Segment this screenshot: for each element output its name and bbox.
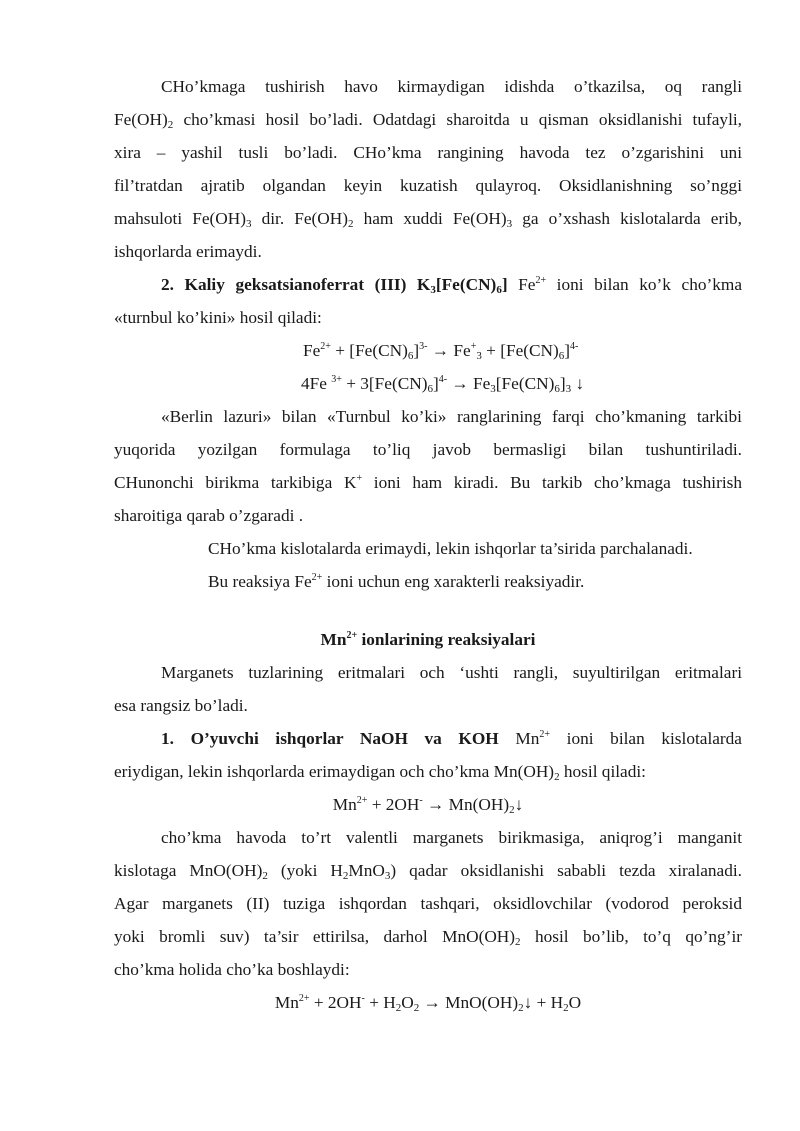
paragraph-line: eriydigan, lekin ishqorlarda erimaydigan och cho’kma $Mn(OH)_2$ hosil qiladi: bbox=[114, 762, 646, 783]
equation-3: $Mn^{2+} + 2OH^-$ → $Mn(OH)_2↓$ bbox=[332, 795, 524, 816]
paragraph-line: xira – yashil tusli bo’ladi. CHo’kma rangining havoda tez o’zgarishini uni bbox=[114, 143, 742, 162]
equation-4: $Mn^{2+} + 2OH^- + H_2O_2$ → $MnO(OH)_2↓ + H_2O$ bbox=[274, 993, 582, 1014]
paragraph-line: 1. O’yuvchi ishqorlar NaOH va KOH $Mn^{2+}$ ioni bilan kislotalarda bbox=[161, 729, 742, 748]
paragraph-line: cho’kma holida cho’ka boshlaydi: bbox=[114, 960, 350, 979]
paragraph-line: fil’tratdan ajratib olgandan keyin kuzatish qulayroq. Oksidlanishning so’nggi bbox=[114, 176, 742, 195]
equation-1: $Fe^{2+} + [Fe(CN)_6]^{3-} \to Fe^+_3 + [Fe(CN)_6]^{4-}$ bbox=[303, 341, 579, 362]
paragraph-line: cho’kma havoda to’rt valentli marganets birikmasiga, aniqrog’i manganit bbox=[161, 828, 742, 847]
paragraph-line: 2. Kaliy geksatsianoferrat (III) $K_3[Fe(CN)_6]$ $Fe^{2+}$ ioni bilan ko’k cho’kma bbox=[161, 275, 742, 296]
paragraph-line: Agar marganets (II) tuziga ishqordan tashqari, oksidlovchilar (vodorod peroksid bbox=[114, 894, 742, 913]
paragraph-line: kislotaga $MnO(OH)_2$ (yoki $H_2MnO_3$) qadar oksidlanishi sababli tezda xiralanadi. bbox=[114, 861, 742, 882]
paragraph-line: «turnbul ko’kini» hosil qiladi: bbox=[114, 308, 322, 327]
paragraph-line: CHo’kmaga tushirish havo kirmaydigan idishda o’tkazilsa, oq rangli bbox=[161, 77, 742, 96]
paragraph-line: Marganets tuzlarining eritmalari och ‘ushti rangli, suyultirilgan eritmalari bbox=[161, 663, 742, 682]
paragraph-line: CHo’kma kislotalarda erimaydi, lekin ishqorlar ta’sirida parchalanadi. bbox=[208, 539, 693, 558]
equation-2: 4Fe $^{3+} + 3[Fe(CN)_6]^{4-} \to Fe_3[Fe(CN)_6]_3$ ↓ bbox=[301, 374, 585, 395]
paragraph-line: sharoitiga qarab o’zgaradi . bbox=[114, 506, 304, 525]
paragraph-line: yoki bromli suv) ta’sir ettirilsa, darhol $MnO(OH)_2$ hosil bo’lib, to’q qo’ng’ir bbox=[114, 927, 742, 948]
paragraph-line: ishqorlarda erimaydi. bbox=[114, 242, 262, 261]
paragraph-line: «Berlin lazuri» bilan «Turnbul ko’ki» ranglarining farqi cho’kmaning tarkibi bbox=[161, 407, 742, 426]
paragraph-line: esa rangsiz bo’ladi. bbox=[114, 696, 248, 715]
section-heading: $Mn^{2+}$ ionlarining reaksiyalari bbox=[320, 630, 536, 649]
paragraph-line: Bu reaksiya $Fe^{2+}$ ioni uchun eng xarakterli reaksiyadir. bbox=[208, 572, 585, 591]
paragraph-line: yuqorida yozilgan formulaga to’liq javob bermasligi bilan tushuntiriladi. bbox=[114, 440, 742, 459]
paragraph-line: mahsuloti $Fe(OH)_3$ dir. $Fe(OH)_2$ ham xuddi $Fe(OH)_3$ ga o’xshash kislotalarda erib, bbox=[114, 209, 742, 230]
paragraph-line: $Fe(OH)_2$ cho’kmasi hosil bo’ladi. Odatdagi sharoitda u qisman oksidlanishi tufayli, bbox=[114, 110, 742, 131]
paragraph-line: CHunonchi birikma tarkibiga K+ ioni ham kiradi. Bu tarkib cho’kmaga tushirish bbox=[114, 473, 742, 492]
